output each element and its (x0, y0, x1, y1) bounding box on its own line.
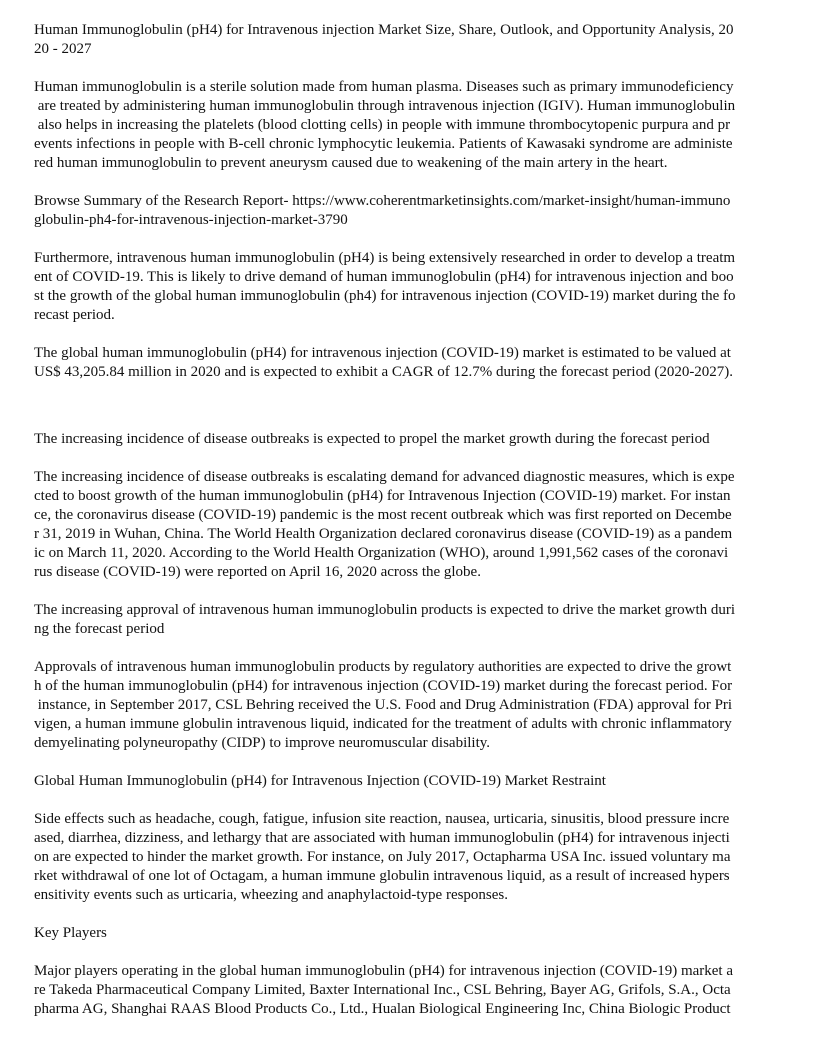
text-line: Browse Summary of the Research Report- https://www.coherentmarketinsights.com/market-insight/human-immuno (34, 193, 731, 209)
text-line: on are expected to hinder the market growth. For instance, on July 2017, Octapharma USA Inc. issued voluntary ma (34, 849, 731, 865)
market-value-paragraph (34, 344, 804, 382)
key-players-heading (34, 924, 804, 943)
text-line: pharma AG, Shanghai RAAS Blood Products Co., Ltd., Hualan Biological Engineering Inc, China Biologic Product (34, 1001, 731, 1017)
text-line: ce, the coronavirus disease (COVID-19) pandemic is the most recent outbreak which was first reported on Decembe (34, 507, 732, 523)
text-line: st the growth of the global human immunoglobulin (ph4) for intravenous injection (COVID-19) market during the fo (34, 288, 736, 304)
report-link-paragraph (34, 192, 804, 230)
text-line: rket withdrawal of one lot of Octagam, a human immune globulin intravenous liquid, as a result of increased hypers (34, 868, 730, 884)
text-line: vigen, a human immune globulin intravenous liquid, indicated for the treatment of adults with chronic inflammatory (34, 716, 732, 732)
text-line: The increasing incidence of disease outbreaks is escalating demand for advanced diagnostic measures, which is expe (34, 469, 735, 485)
text-line: Global Human Immunoglobulin (pH4) for Intravenous Injection (COVID-19) Market Restraint (34, 773, 606, 789)
text-line: ic on March 11, 2020. According to the World Health Organization (WHO), around 1,991,562 cases of the coronavi (34, 545, 729, 561)
text-line: re Takeda Pharmaceutical Company Limited, Baxter International Inc., CSL Behring, Bayer AG, Grifols, S.A., Octa (34, 982, 731, 998)
text-line: r 31, 2019 in Wuhan, China. The World Health Organization declared coronavirus disease (COVID-19) as a pandem (34, 526, 733, 542)
text-line: instance, in September 2017, CSL Behring received the U.S. Food and Drug Administration (FDA) approval for Pri (34, 697, 733, 713)
text-line: Key Players (34, 925, 107, 941)
text-line: demyelinating polyneuropathy (CIDP) to improve neuromuscular disability. (34, 735, 491, 751)
text-line: Human immunoglobulin is a sterile solution made from human plasma. Diseases such as primary immunodeficiency (34, 79, 734, 95)
text-line: The global human immunoglobulin (pH4) for intravenous injection (COVID-19) market is estimated to be valued at (34, 345, 731, 361)
text-line: globulin-ph4-for-intravenous-injection-market-3790 (34, 212, 348, 228)
text-line: Major players operating in the global human immunoglobulin (pH4) for intravenous injection (COVID-19) market a (34, 963, 734, 979)
text-line: The increasing approval of intravenous human immunoglobulin products is expected to drive the market growth duri (34, 602, 736, 618)
restraint-paragraph (34, 810, 804, 905)
text-line: ensitivity events such as urticaria, wheezing and anaphylactoid-type responses. (34, 887, 509, 903)
text-line: cted to boost growth of the human immunoglobulin (pH4) for Intravenous Injection (COVID-19) market. For instan (34, 488, 731, 504)
text-line: Side effects such as headache, cough, fatigue, infusion site reaction, nausea, urticaria, sinusitis, blood pressure incre (34, 811, 730, 827)
driver-heading (34, 430, 804, 449)
text-line: ent of COVID-19. This is likely to drive demand of human immunoglobulin (pH4) for intravenous injection and boo (34, 269, 734, 285)
text-line: Furthermore, intravenous human immunoglobulin (pH4) is being extensively researched in order to develop a treatm (34, 250, 736, 266)
text-line: h of the human immunoglobulin (pH4) for intravenous injection (COVID-19) market during the forecast period. For (34, 678, 733, 694)
text-line: red human immunoglobulin to prevent aneurysm caused due to weakening of the main artery in the heart. (34, 155, 668, 171)
key-players-paragraph (34, 962, 804, 1019)
text-line: Approvals of intravenous human immunoglobulin products by regulatory authorities are expected to drive the growt (34, 659, 732, 675)
approval-heading (34, 601, 804, 639)
text-line: 20 - 2027 (34, 41, 92, 57)
text-line: ased, diarrhea, dizziness, and lethargy that are associated with human immunoglobulin (pH4) for intravenous injecti (34, 830, 730, 846)
text-line: also helps in increasing the platelets (blood clotting cells) in people with immune thrombocytopenic purpura and pr (34, 117, 731, 133)
intro-paragraph (34, 78, 804, 173)
restraint-heading (34, 772, 804, 791)
document-page (34, 21, 804, 1038)
text-line: US$ 43,205.84 million in 2020 and is expected to exhibit a CAGR of 12.7% during the forecast period (2020-2027). (34, 364, 734, 380)
text-line: The increasing incidence of disease outbreaks is expected to propel the market growth during the forecast period (34, 431, 710, 447)
covid-research-paragraph (34, 249, 804, 325)
text-line: rus disease (COVID-19) were reported on April 16, 2020 across the globe. (34, 564, 481, 580)
document-title (34, 21, 804, 59)
text-line: ng the forecast period (34, 621, 165, 637)
text-line: recast period. (34, 307, 115, 323)
text-line: are treated by administering human immunoglobulin through intravenous injection (IGIV). Human immunoglobulin (34, 98, 736, 114)
text-line: Human Immunoglobulin (pH4) for Intravenous injection Market Size, Share, Outlook, and Opportunity Analysis, 20 (34, 22, 734, 38)
approval-paragraph (34, 658, 804, 753)
driver-paragraph (34, 468, 804, 582)
text-line: events infections in people with B-cell chronic lymphocytic leukemia. Patients of Kawasaki syndrome are administe (34, 136, 733, 152)
